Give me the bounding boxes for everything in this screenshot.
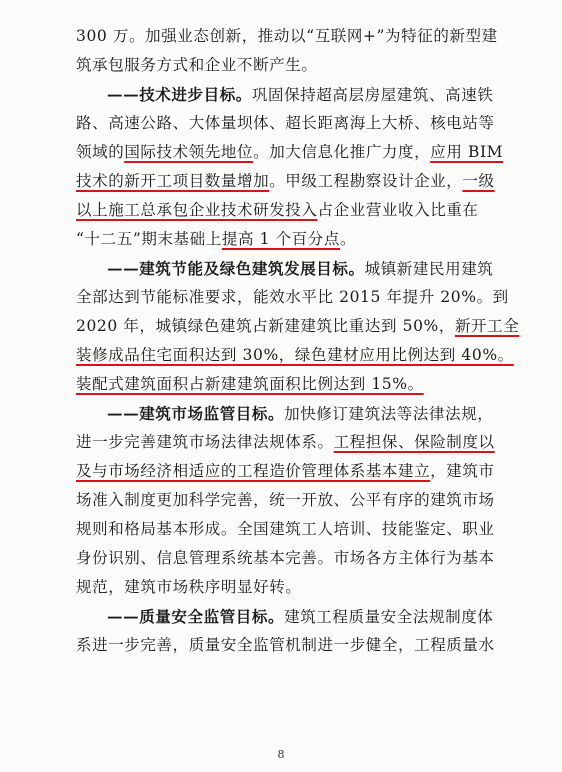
text-segment: 规则和格局基本形成。全国建筑工人培训、技能鉴定、职业 [76,520,495,538]
underlined-text: 国际技术领先地位 [124,143,254,161]
underlined-text: 及与市场经济相适应的工程造价管理体系基本建立 [76,462,431,480]
body-text [76,22,520,660]
text-line [76,457,512,486]
text-segment: 300 万。加强业态创新，推动以“互联网+”为特征的新型建 [76,27,498,45]
text-segment: 进一步完善建筑市场法律法规体系。 [76,433,334,451]
section-heading: ——建筑节能及绿色建筑发展目标。 [107,259,365,278]
text-segment: 城镇新建民用建筑 [364,260,494,278]
text-line [76,138,512,167]
section-heading: ——质量安全监管目标。 [107,607,285,626]
text-segment: 2020 年，城镇绿色建筑占新建建筑比重达到 50%， [76,317,455,335]
text-line [76,254,512,283]
text-line [76,312,520,341]
text-line [76,167,512,196]
text-line [76,486,512,515]
underlined-text: 提高 1 个百分点 [221,230,340,248]
text-line [76,196,512,225]
page-number: 8 [277,748,285,761]
text-segment: 建筑工程质量安全法规制度体 [284,608,494,626]
text-segment: 加快修订建筑法等法律法规， [284,405,494,423]
text-segment: 身份识别、信息管理系统基本完善。市场各方主体行为基本 [76,549,495,567]
text-line [76,51,512,80]
text-line [76,515,512,544]
text-segment: 。甲级工程勘察设计企业， [269,172,463,190]
text-segment: 全部达到节能标准要求，能效水平比 2015 年提升 20%。到 [76,288,509,306]
text-line [76,573,512,602]
text-segment: 占企业营业收入比重在 [317,201,479,219]
text-line [76,602,512,631]
text-line [76,80,512,109]
text-segment: 巩固保持超高层房屋建筑、高速铁 [251,86,494,104]
text-segment: 场准入制度更加科学完善，统一开放、公平有序的建筑市场 [76,491,495,509]
text-segment: 。 [339,230,357,248]
section-heading: ——建筑市场监管目标。 [107,404,285,423]
text-segment: 系进一步完善，质量安全监管机制进一步健全，工程质量水 [76,636,495,654]
text-line [76,428,512,457]
text-segment: 领域的 [76,143,125,161]
underlined-text: 装修成品住宅面积达到 30%，绿色建材应用比例达到 40%。 [76,346,514,364]
underlined-text: 应用 BIM [430,143,504,161]
text-line [76,544,512,573]
text-segment: 筑承包服务方式和企业不断产生。 [76,56,318,74]
section-heading: ——技术进步目标。 [107,85,252,104]
underlined-text: 以上施工总承包企业技术研发投入 [76,201,318,219]
text-line [76,341,512,370]
text-line [76,631,512,660]
text-line [76,283,512,312]
underlined-text: 一级 [462,172,495,190]
text-line [76,109,512,138]
underlined-text: 装配式建筑面积占新建建筑面积比例达到 15%。 [76,375,424,393]
text-line [76,370,512,399]
text-line [76,225,512,254]
underlined-text: 新开工全 [454,317,520,335]
text-line [76,22,512,51]
underlined-text: 技术的新开工项目数量增加 [76,172,270,190]
text-segment: “十二五”期末基础上 [76,230,222,248]
text-segment: 。加大信息化推广力度， [253,143,431,161]
text-segment: 规范，建筑市场秩序明显好转。 [76,578,302,596]
text-segment: 路、高速公路、大体量坝体、超长距离海上大桥、核电站等 [76,114,495,132]
underlined-text: 工程担保、保险制度以 [333,433,495,451]
text-segment: ，建筑市 [430,462,495,480]
text-line [76,399,512,428]
